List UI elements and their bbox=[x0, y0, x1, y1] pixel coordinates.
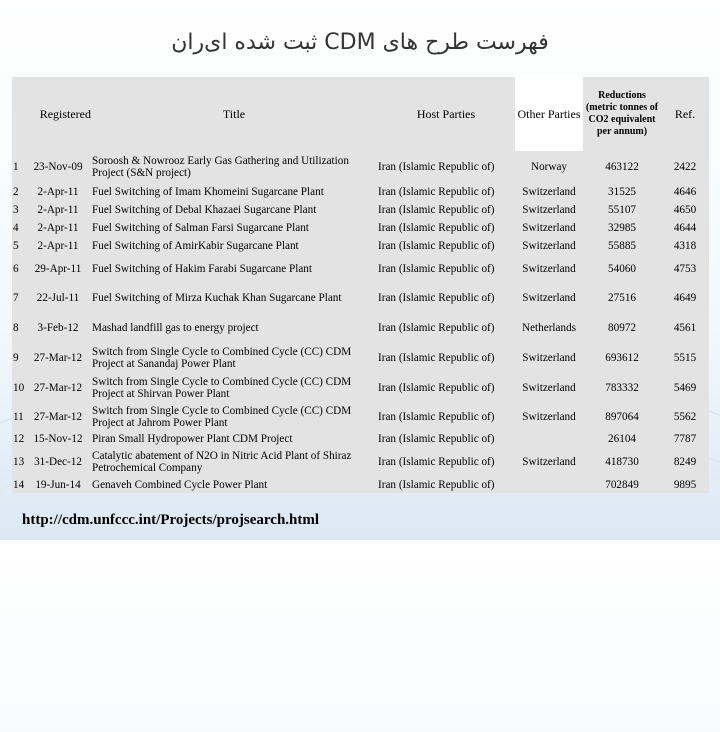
row-title: Switch from Single Cycle to Combined Cycle (CC) CDM Project at Shirvan Power Plant bbox=[91, 373, 377, 403]
row-other: Netherlands bbox=[515, 313, 583, 343]
row-title: Soroosh & Nowrooz Early Gas Gathering and Utilization Project (S&N project) bbox=[91, 151, 377, 183]
row-host: Iran (Islamic Republic of) bbox=[377, 201, 515, 219]
row-date: 15-Nov-12 bbox=[25, 431, 91, 447]
header-reductions: Reductions (metric tonnes of CO2 equivalent per annum) bbox=[583, 77, 661, 151]
row-host: Iran (Islamic Republic of) bbox=[377, 477, 515, 493]
row-reductions: 463122 bbox=[583, 151, 661, 183]
row-date: 27-Mar-12 bbox=[25, 343, 91, 373]
row-number: 7 bbox=[12, 283, 25, 313]
row-title: Piran Small Hydropower Plant CDM Project bbox=[91, 431, 377, 447]
row-other: Norway bbox=[515, 151, 583, 183]
row-date: 31-Dec-12 bbox=[25, 447, 91, 477]
row-number: 5 bbox=[12, 237, 25, 255]
row-other: Switzerland bbox=[515, 373, 583, 403]
header-ref: Ref. bbox=[661, 77, 709, 151]
row-host: Iran (Islamic Republic of) bbox=[377, 373, 515, 403]
slide-title: فهرست طرح های CDM ثبت شده ای‌ران bbox=[171, 30, 549, 55]
row-number: 10 bbox=[12, 373, 25, 403]
row-host: Iran (Islamic Republic of) bbox=[377, 313, 515, 343]
table-row bbox=[12, 373, 709, 403]
table-row bbox=[12, 313, 709, 343]
row-other bbox=[515, 431, 583, 447]
row-title: Switch from Single Cycle to Combined Cycle (CC) CDM Project at Jahrom Power Plant bbox=[91, 403, 377, 431]
header-row bbox=[12, 77, 709, 151]
row-number: 12 bbox=[13, 433, 25, 445]
row-title: Fuel Switching of Imam Khomeini Sugarcane Plant bbox=[91, 183, 377, 201]
table-row bbox=[12, 447, 709, 477]
row-reductions: 31525 bbox=[583, 183, 661, 201]
row-reductions: 55107 bbox=[583, 201, 661, 219]
row-number: 8 bbox=[12, 313, 25, 343]
header-title: Title bbox=[91, 77, 377, 151]
source-url: http://cdm.unfccc.int/Projects/projsearch.html bbox=[22, 512, 320, 528]
row-host: Iran (Islamic Republic of) bbox=[377, 151, 515, 183]
row-date: 27-Mar-12 bbox=[25, 373, 91, 403]
row-number: 3 bbox=[12, 201, 25, 219]
row-host: Iran (Islamic Republic of) bbox=[377, 431, 515, 447]
row-host: Iran (Islamic Republic of) bbox=[377, 183, 515, 201]
row-title: Fuel Switching of Mirza Kuchak Khan Sugarcane Plant bbox=[91, 283, 377, 313]
row-ref: 8249 bbox=[661, 447, 709, 477]
row-date: 2-Apr-11 bbox=[25, 237, 91, 255]
table-row bbox=[12, 283, 709, 313]
row-host: Iran (Islamic Republic of) bbox=[377, 237, 515, 255]
table-row bbox=[12, 477, 709, 493]
row-other: Switzerland bbox=[515, 403, 583, 431]
row-reductions: 27516 bbox=[583, 283, 661, 313]
row-ref: 9895 bbox=[661, 477, 709, 493]
table-row bbox=[12, 403, 709, 431]
row-date: 2-Apr-11 bbox=[25, 183, 91, 201]
row-ref: 4646 bbox=[661, 183, 709, 201]
row-ref: 4561 bbox=[661, 313, 709, 343]
row-reductions: 418730 bbox=[583, 447, 661, 477]
row-ref: 4753 bbox=[661, 255, 709, 283]
table-row bbox=[12, 219, 709, 237]
row-ref: 4649 bbox=[661, 283, 709, 313]
row-title: Catalytic abatement of N2O in Nitric Acid Plant of Shiraz Petrochemical Company bbox=[91, 447, 377, 477]
row-date: 2-Apr-11 bbox=[25, 201, 91, 219]
row-reductions: 32985 bbox=[583, 219, 661, 237]
row-other: Switzerland bbox=[515, 447, 583, 477]
row-date: 2-Apr-11 bbox=[25, 219, 91, 237]
row-date: 27-Mar-12 bbox=[25, 403, 91, 431]
row-host: Iran (Islamic Republic of) bbox=[377, 403, 515, 431]
row-reductions: 693612 bbox=[583, 343, 661, 373]
row-host: Iran (Islamic Republic of) bbox=[377, 283, 515, 313]
row-title: Fuel Switching of Debal Khazaei Sugarcane Plant bbox=[91, 201, 377, 219]
row-ref: 5469 bbox=[661, 373, 709, 403]
row-other: Switzerland bbox=[515, 201, 583, 219]
row-ref: 5515 bbox=[661, 343, 709, 373]
row-reductions: 80972 bbox=[583, 313, 661, 343]
row-number: 2 bbox=[12, 183, 25, 201]
row-host: Iran (Islamic Republic of) bbox=[377, 255, 515, 283]
row-number: 1 bbox=[12, 151, 25, 183]
row-number: 4 bbox=[12, 219, 25, 237]
row-title: Fuel Switching of Hakim Farabi Sugarcane Plant bbox=[91, 255, 377, 283]
row-number: 13 bbox=[12, 447, 25, 477]
row-reductions: 55885 bbox=[583, 237, 661, 255]
row-reductions: 702849 bbox=[583, 477, 661, 493]
row-ref: 7787 bbox=[661, 431, 709, 447]
row-number: 9 bbox=[12, 343, 25, 373]
row-other: Switzerland bbox=[515, 237, 583, 255]
row-other: Switzerland bbox=[515, 219, 583, 237]
row-date: 23-Nov-09 bbox=[25, 151, 91, 183]
table-row bbox=[12, 151, 709, 183]
row-host: Iran (Islamic Republic of) bbox=[377, 219, 515, 237]
row-ref: 2422 bbox=[661, 151, 709, 183]
table-row bbox=[12, 201, 709, 219]
row-ref: 4644 bbox=[661, 219, 709, 237]
row-other: Switzerland bbox=[515, 343, 583, 373]
table-row bbox=[12, 431, 709, 447]
row-date: 3-Feb-12 bbox=[25, 313, 91, 343]
row-date: 29-Apr-11 bbox=[25, 255, 91, 283]
row-host: Iran (Islamic Republic of) bbox=[377, 447, 515, 477]
row-title: Mashad landfill gas to energy project bbox=[91, 313, 377, 343]
row-ref: 4650 bbox=[661, 201, 709, 219]
row-host: Iran (Islamic Republic of) bbox=[377, 343, 515, 373]
row-reductions: 54060 bbox=[583, 255, 661, 283]
row-number: 14 bbox=[13, 479, 25, 491]
header-registered: Registered bbox=[12, 77, 91, 151]
row-reductions: 897064 bbox=[583, 403, 661, 431]
table-row bbox=[12, 237, 709, 255]
row-title: Genaveh Combined Cycle Power Plant bbox=[91, 477, 377, 493]
table-row bbox=[12, 255, 709, 283]
row-ref: 4318 bbox=[661, 237, 709, 255]
row-other: Switzerland bbox=[515, 283, 583, 313]
row-title: Fuel Switching of AmirKabir Sugarcane Plant bbox=[91, 237, 377, 255]
table-row bbox=[12, 343, 709, 373]
row-other: Switzerland bbox=[515, 255, 583, 283]
row-number: 11 bbox=[12, 403, 25, 431]
cdm-projects-table bbox=[12, 77, 709, 493]
row-reductions: 783332 bbox=[583, 373, 661, 403]
row-ref: 5562 bbox=[661, 403, 709, 431]
header-host-parties: Host Parties bbox=[377, 77, 515, 151]
row-title: Fuel Switching of Salman Farsi Sugarcane Plant bbox=[91, 219, 377, 237]
row-number: 6 bbox=[12, 255, 25, 283]
header-other-parties: Other Parties bbox=[515, 77, 583, 151]
row-title: Switch from Single Cycle to Combined Cycle (CC) CDM Project at Sanandaj Power Plant bbox=[91, 343, 377, 373]
row-other: Switzerland bbox=[515, 183, 583, 201]
row-other bbox=[515, 477, 583, 493]
row-date: 22-Jul-11 bbox=[25, 283, 91, 313]
table-row bbox=[12, 183, 709, 201]
row-date: 19-Jun-14 bbox=[25, 477, 91, 493]
row-reductions: 26104 bbox=[583, 431, 661, 447]
